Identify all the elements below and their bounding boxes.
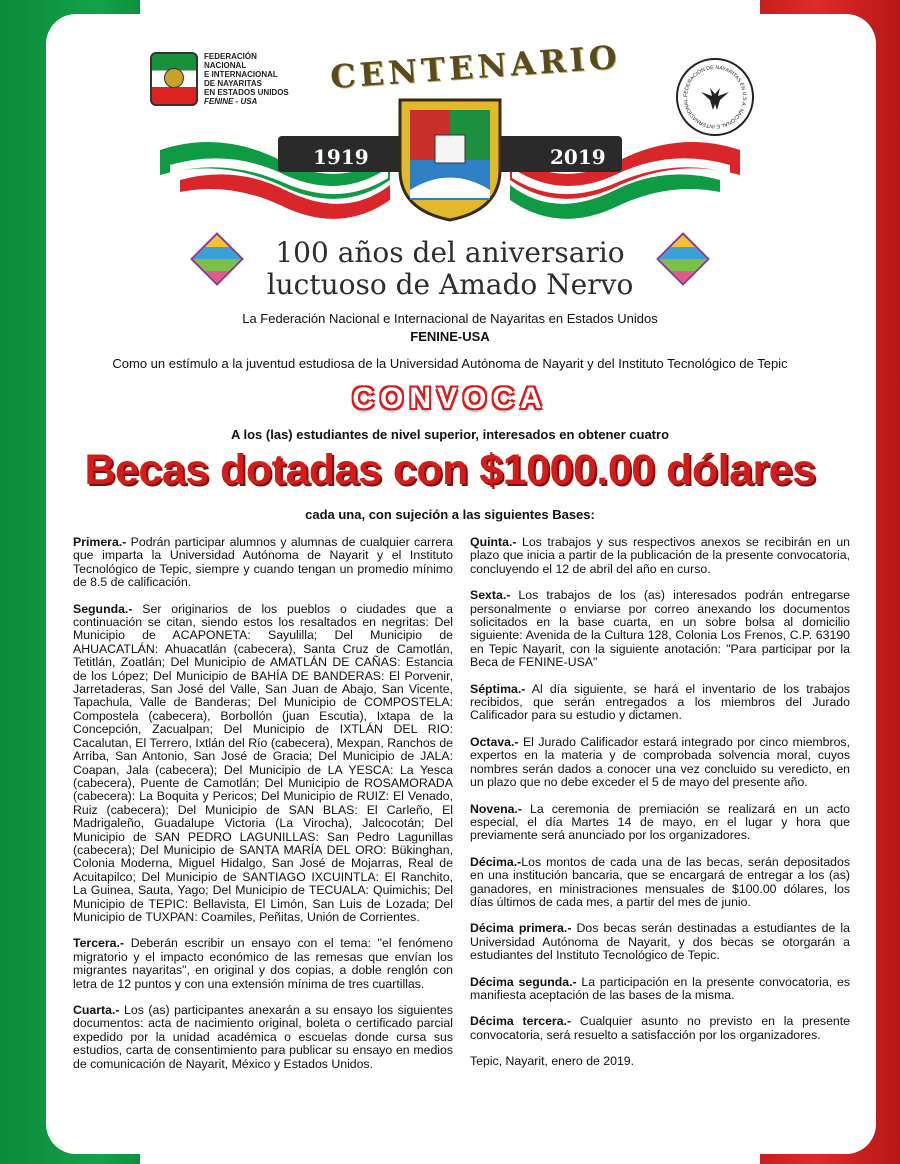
fenine-text: FENINE-USA <box>410 329 490 344</box>
federacion-text: La Federación Nacional e Internacional de Nayaritas en Estados Unidos <box>242 311 658 326</box>
centenario-title: CENTENARIO <box>329 37 622 97</box>
base-sexta <box>470 589 850 669</box>
base-text: Al día siguiente, se hará el inventario de los trabajos recibidos, que serán entregados a los miembros del Jurado Calificador para su estudio y dictamen. <box>470 681 850 723</box>
logo-line: EN ESTADOS UNIDOS <box>204 88 289 97</box>
base-text: Ser originarios de los pueblos o ciudades que a continuación se citan, siendo estos los resaltados en negritas: Del Municipio de ACAPONETA: Sayulilla; Del Municipio de AHUACATLÁN: Ahuacatlán (cabecera), Santa Cruz de Camotlán, Tetitlán, Zoatlán; Del Municipio de AMATLÁN DE CAÑAS: Estancia de los López; Del Municipio de BAHÍA DE BANDERAS: El Porvenir, Jarretaderas, San José del Valle, San Juan de Abajo, San Vicente, Tapachula, Valle de Banderas; Del Municipio de COMPOSTELA: Compostela (cabecera), Borbollón (juan Escutia), Ixtapa de la Concepción, Zacualpan; Del Municipio de IXTLÁN DEL RIO: Cacalutan, El Terrero, Ixtlán del Río (cabecera), Mexpan, Ranchos de Arriba, San Antonio, San José de Gracia; Del Municipio de JALA: Coapan, Jala (cabecera); Del Municipio de LA YESCA: La Yesca (cabecera), Puente de Camotlán; Del Municipio de ROSAMORADA (cabecera): La Boquita y Pericos; Del Municipio de RUIZ: El Venado, Ruiz (cabecera); Del Municipio de SAN BLAS: El Carleño, El Madrigaleño, Guadalupe Victoria (La Virocha), Jalcocotán; Del Municipio de SAN PEDRO LAGUNILLAS: San Pedro Lagunillas (cabecera); Del Municipio de SANTA MARÍA DEL ORO: Bükinghan, Colonia Moderna, Miguel Hidalgo, San José de Mojarras, Real de Acuitapilco; Del Municipio de SANTIAGO IXCUINTLA: El Ranchito, La Guinea, Sauta, Yago; Del Municipio de TECUALA: Quimichis; Del Municipio de TEPIC: Bellavista, El Limón, San Luis de Lozada; Del Municipio de TUXPAN: Coamiles, Peñitas, Unión de Corrientes. <box>73 601 453 924</box>
base-novena <box>470 803 850 843</box>
base-decima-segunda <box>470 976 850 1003</box>
base-text: Los montos de cada una de las becas, serán depositados en una institución bancaria, que se encargará de entregar a los (as) ganadores, en ministraciones mensuales de $100.00 dólares, los días últimos de cada mes, a partir del mes de junio. <box>470 854 850 909</box>
base-quinta <box>470 536 850 576</box>
base-text: El Jurado Calificador estará integrado por cinco miembros, expertos en la materia y de comprobada solvencia moral, cuyos nombres serán dados a conocer una vez concluido su veredicto, en un plazo que no debe exceder el 5 de mayo del presente año. <box>470 734 850 790</box>
logo-line: E INTERNACIONAL <box>204 70 278 79</box>
base-text: La ceremonia de premiación se realizará en un acto especial, el día Martes 14 de mayo, en el lugar y hora que previamente será anunciado por los organizadores. <box>470 801 850 843</box>
estudiantes-text: A los (las) estudiantes de nivel superior, interesados en obtener cuatro <box>230 427 670 442</box>
logo-line: DE NAYARITAS <box>204 79 262 88</box>
logo-line: FEDERACIÓN <box>204 52 257 61</box>
convoca-heading <box>0 382 900 416</box>
base-heading: Sexta.- <box>470 588 511 603</box>
base-cuarta <box>73 1004 453 1071</box>
base-text: Los trabajos y sus respectivos anexos se recibirán en un plazo que inicia a partir de la publicación de la presente convocatoria, concluyendo el 12 de abril del año en curso. <box>470 535 850 576</box>
base-heading: Quinta.- <box>470 535 517 549</box>
base-heading: Primera.- <box>73 535 127 549</box>
base-heading: Cuarta.- <box>73 1003 120 1017</box>
base-heading: Novena.- <box>470 801 522 816</box>
base-decima-primera <box>470 922 850 962</box>
cada-text: cada una, con sujeción a las siguientes Bases: <box>305 507 595 522</box>
fecha: Tepic, Nayarit, enero de 2019. <box>470 1054 635 1069</box>
title-line-1: 100 años del aniversario <box>275 236 625 269</box>
base-text: Dos becas serán destinadas a estudiantes de la Universidad Autónoma de Nayarit, y dos becas se otorgarán a estudiantes del Instituto Tecnológico de Tepic. <box>470 921 850 963</box>
base-text: Podrán participar alumnos y alumnas de cualquier carrera que imparta la Universidad Autónoma de Nayarit y el Instituto Tecnológico de Tepic, siempre y cuando tengan un promedio mínimo de 8.5 de calificación. <box>73 535 453 590</box>
left-column <box>73 536 453 1084</box>
logo-tag: FENINE - USA <box>204 97 258 106</box>
year-start: 1919 <box>313 145 369 169</box>
base-decima-tercera <box>470 1015 850 1042</box>
base-heading: Tercera.- <box>73 936 125 951</box>
base-heading: Octava.- <box>470 734 519 749</box>
base-text: Cualquier asunto no previsto en la presente convocatoria, será resuelto a satisfacción por los organizadores. <box>470 1014 850 1042</box>
base-decima <box>470 856 850 910</box>
year-end: 2019 <box>550 145 606 169</box>
estimulo-text: Como un estímulo a la juventud estudiosa de la Universidad Autónoma de Nayarit y del Instituto Tecnológico de Tepic <box>112 356 788 371</box>
base-primera <box>73 536 453 590</box>
base-heading: Décima.- <box>470 854 522 869</box>
base-text: Los (as) participantes anexarán a su ensayo los siguientes documentos: acta de nacimiento original, boleta o certificado parcial expedido por la unidad académica o escuelas donde cursa sus estudios, carta de consentimiento para publicar su ensayo en medios de comunicación de Nayarit, México y Estados Unidos. <box>73 1003 453 1071</box>
logo-line: NACIONAL <box>204 61 247 70</box>
base-heading: Décima primera.- <box>470 921 572 936</box>
base-heading: Décima tercera.- <box>470 1014 572 1029</box>
base-heading: Segunda.- <box>73 601 133 616</box>
base-septima <box>470 683 850 723</box>
title-line-2: luctuoso de Amado Nervo <box>266 268 634 301</box>
seal-text: FEDERACIÓN DE NAYARITAS EN U.S.A. NACIONAL E INTERNACIONAL <box>682 64 748 130</box>
becas-heading: Becas dotadas con $1000.00 dólares <box>84 446 816 494</box>
base-text: Deberán escribir un ensayo con el tema: "el fenómeno migratorio y el impacto económico de las remesas que envían los migrantes nayaritas", en original y dos copias, a doble renglón con letra de 12 puntos y con una extensión mínima de tres cuartillas. <box>73 936 453 991</box>
convoca-text: CONVOCA <box>352 382 548 415</box>
base-text: Los trabajos de los (as) interesados podrán entregarse personalmente o enviarse por correo anexando los documentos solicitados en la base cuarta, en un sobre bolsa al domicilio siguiente: Avenida de la Cultura 128, Colonia Los Frenos, C.P. 63190 en Tepic Nayarit, con la siguiente anotación: "Para participar por la Beca de FENINE-USA" <box>470 588 850 670</box>
base-tercera <box>73 937 453 991</box>
right-column <box>470 536 850 1082</box>
base-octava <box>470 736 850 790</box>
base-heading: Décima segunda.- <box>470 974 577 989</box>
base-segunda <box>73 603 453 925</box>
base-text: La participación en la presente convocatoria, es manifiesta aceptación de las bases de la misma. <box>470 974 850 1002</box>
base-heading: Séptima.- <box>470 681 526 696</box>
